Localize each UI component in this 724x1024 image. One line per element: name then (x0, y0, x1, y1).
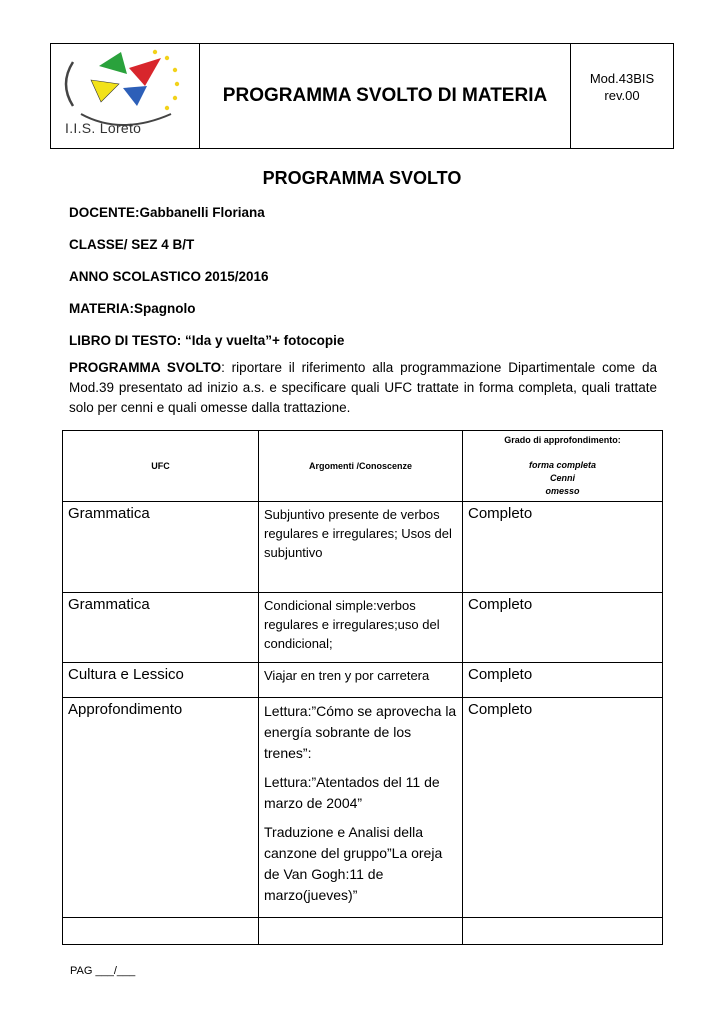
grado-opt-completa: forma completa (528, 460, 597, 470)
row-grado: Completo (463, 502, 663, 593)
table-row (63, 593, 663, 663)
table-row (63, 663, 663, 698)
libro-di-testo: LIBRO DI TESTO: “Ida y vuelta”+ fotocopie (69, 333, 345, 348)
argomento-item: Lettura:”Atentados del 11 de marzo de 2004” (264, 774, 440, 811)
row-argomenti (259, 698, 463, 918)
document-header (50, 43, 674, 149)
header-grado (463, 431, 663, 502)
header-ufc: UFC (63, 431, 259, 502)
grado-opt-cenni: Cenni (549, 473, 575, 483)
header-argomenti: Argomenti /Conoscenze (259, 431, 463, 502)
page-title: PROGRAMMA SVOLTO (262, 168, 462, 188)
table-row-empty (63, 918, 663, 945)
row-argomenti: Subjuntivo presente de verbos regulares e irregulares; Usos del subjuntivo (259, 502, 463, 593)
grado-opt-omesso: omesso (545, 486, 580, 496)
page-number: PAG ___/___ (70, 965, 136, 977)
table-row (63, 698, 663, 918)
logo-cell (51, 44, 200, 148)
row-ufc: Grammatica (63, 502, 259, 593)
logo-text: I.I.S. Loreto (65, 120, 142, 136)
row-ufc: Cultura e Lessico (63, 663, 259, 698)
argomento-item: Lettura:”Cómo se aprovecha la energía sobrante de los trenes”: (264, 703, 457, 761)
row-grado: Completo (463, 593, 663, 663)
programma-description (69, 358, 657, 418)
header-title: PROGRAMMA SVOLTO DI MATERIA (200, 44, 571, 148)
grado-title: Grado di approfondimento: (504, 435, 621, 445)
classe: CLASSE/ SEZ 4 B/T (69, 237, 195, 252)
revision: rev.00 (604, 88, 640, 103)
mod-info (571, 44, 673, 148)
row-grado: Completo (463, 698, 663, 918)
ufc-table (62, 430, 663, 945)
materia: MATERIA:Spagnolo (69, 301, 196, 316)
mod-code: Mod.43BIS (589, 71, 655, 86)
empty-cell (63, 918, 259, 945)
table-row (63, 502, 663, 593)
row-ufc: Approfondimento (63, 698, 259, 918)
row-grado: Completo (463, 663, 663, 698)
table-header-row (63, 431, 663, 502)
row-argomenti: Condicional simple:verbos regulares e irregulares;uso del condicional; (259, 593, 463, 663)
programma-label: PROGRAMMA SVOLTO (69, 360, 222, 375)
empty-cell (463, 918, 663, 945)
argomento-item: Traduzione e Analisi della canzone del gruppo”La oreja de Van Gogh:11 de marzo(jueves)” (264, 824, 443, 903)
row-argomenti: Viajar en tren y por carretera (259, 663, 463, 698)
programma-text: : riportare il riferimento alla programmazione Dipartimentale come da Mod.39 presentato ad inizio a.s. e specificare quali UFC trattate in forma completa, quali trattate solo per cenni e quali omesse dalla trattazione. (69, 360, 657, 415)
empty-cell (259, 918, 463, 945)
docente: DOCENTE:Gabbanelli Floriana (69, 205, 265, 220)
anno-scolastico: ANNO SCOLASTICO 2015/2016 (69, 269, 269, 284)
row-ufc: Grammatica (63, 593, 259, 663)
